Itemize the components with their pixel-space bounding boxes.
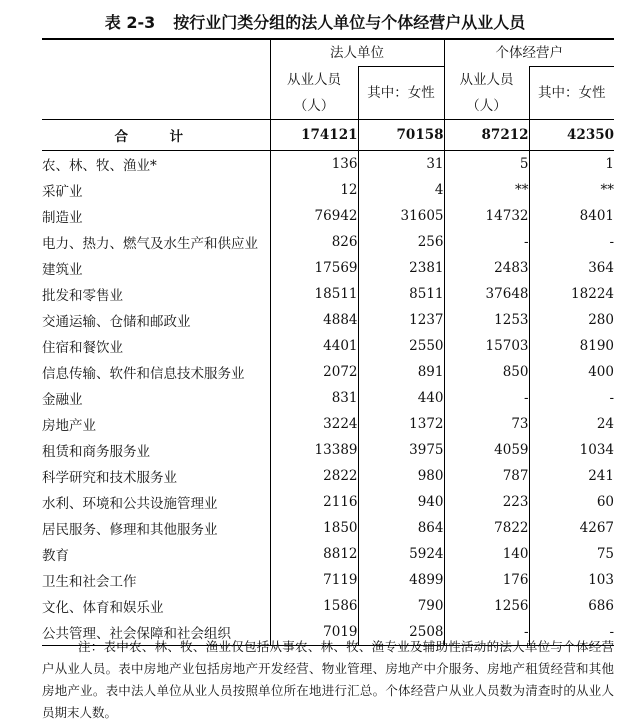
legal-female: 891	[358, 359, 444, 385]
legal-employees: 831	[270, 385, 358, 411]
indiv-female: 103	[529, 567, 614, 593]
legal-female: 980	[358, 463, 444, 489]
table-note: 注：表中农、林、牧、渔业仅包括从事农、林、牧、渔专业及辅助性活动的法人单位与个体经营户从业人员。表中房地产业包括房地产开发经营、物业管理、房地产中介服务、房地产租赁经营和其他房地产业。表中法人单位从业人员按照单位所在地进行汇总。个体经营户从业人员数为清查时的从业人员期末人数。	[42, 639, 614, 720]
indiv-female: 1034	[529, 437, 614, 463]
table-row	[42, 281, 614, 307]
table-number: 表 2-3	[104, 13, 156, 32]
legal-female: 1237	[358, 307, 444, 333]
header-individual-group: 个体经营户	[444, 39, 614, 67]
industry-name: 制造业	[42, 209, 83, 226]
data-table	[42, 38, 614, 646]
indiv-employees: 5	[444, 150, 529, 177]
legal-female: 2550	[358, 333, 444, 359]
indiv-female: 8190	[529, 333, 614, 359]
indiv-employees: 7822	[444, 515, 529, 541]
industry-name: 公共管理、社会保障和社会组织	[42, 619, 270, 646]
indiv-employees: 223	[444, 489, 529, 515]
industry-name: 住宿和餐饮业	[42, 339, 123, 356]
table-row	[42, 150, 614, 177]
table-row	[42, 411, 614, 437]
legal-employees: 2116	[270, 489, 358, 515]
legal-employees: 13389	[270, 437, 358, 463]
legal-employees: 4884	[270, 307, 358, 333]
indiv-employees: 2483	[444, 255, 529, 281]
table-row	[42, 255, 614, 281]
indiv-female: 4267	[529, 515, 614, 541]
legal-female: 3975	[358, 437, 444, 463]
legal-employees: 1586	[270, 593, 358, 619]
indiv-female: 241	[529, 463, 614, 489]
indiv-employees: -	[444, 619, 529, 646]
indiv-employees: 787	[444, 463, 529, 489]
industry-name: 批发和零售业	[42, 287, 123, 304]
header-legal-group: 法人单位	[270, 39, 444, 67]
industry-name: 采矿业	[42, 183, 83, 200]
table-row	[42, 385, 614, 411]
legal-employees: 12	[270, 177, 358, 203]
industry-name: 卫生和社会工作	[42, 573, 137, 590]
table-row	[42, 333, 614, 359]
indiv-employees: -	[444, 229, 529, 255]
table-row	[42, 541, 614, 567]
legal-employees: 2822	[270, 463, 358, 489]
header-legal-female: 其中：女性	[358, 67, 444, 120]
industry-name: 房地产业	[42, 417, 96, 434]
table-row	[42, 489, 614, 515]
industry-name: 科学研究和技术服务业	[42, 469, 177, 486]
table-row	[42, 203, 614, 229]
legal-female: 2381	[358, 255, 444, 281]
table-header	[42, 39, 614, 119]
legal-female: 440	[358, 385, 444, 411]
indiv-female: 24	[529, 411, 614, 437]
industry-name: 建筑业	[42, 261, 83, 278]
table-row-total	[42, 119, 614, 150]
industry-name: 信息传输、软件和信息技术服务业	[42, 365, 245, 382]
table-row	[42, 593, 614, 619]
indiv-female: 686	[529, 593, 614, 619]
indiv-female: 400	[529, 359, 614, 385]
industry-name: 金融业	[42, 391, 83, 408]
table-title	[0, 10, 630, 33]
legal-employees: 7019	[270, 619, 358, 646]
total-legal: 174121	[270, 119, 358, 150]
header-legal-employees	[270, 67, 358, 120]
industry-name: 交通运输、仓储和邮政业	[42, 313, 191, 330]
indiv-female: 8401	[529, 203, 614, 229]
indiv-female: 1	[529, 150, 614, 177]
indiv-employees: 140	[444, 541, 529, 567]
table-row	[42, 307, 614, 333]
legal-female: 4899	[358, 567, 444, 593]
legal-employees: 3224	[270, 411, 358, 437]
indiv-employees: **	[444, 177, 529, 203]
header-indiv-employees-label: 从业人员	[459, 71, 514, 88]
legal-female: 940	[358, 489, 444, 515]
legal-female: 4	[358, 177, 444, 203]
legal-employees: 2072	[270, 359, 358, 385]
table-row	[42, 463, 614, 489]
industry-name: 教育	[42, 547, 69, 564]
industry-name: 农、林、牧、渔业*	[42, 157, 157, 174]
legal-female: 31	[358, 150, 444, 177]
indiv-female: 60	[529, 489, 614, 515]
indiv-female: 18224	[529, 281, 614, 307]
header-indiv-unit: （人）	[466, 97, 507, 114]
total-label: 合 计	[42, 119, 270, 150]
legal-employees: 1850	[270, 515, 358, 541]
table-body	[42, 119, 614, 645]
indiv-employees: 37648	[444, 281, 529, 307]
header-legal-employees-label: 从业人员	[287, 71, 341, 88]
indiv-employees: 850	[444, 359, 529, 385]
indiv-employees: -	[444, 385, 529, 411]
legal-female: 8511	[358, 281, 444, 307]
indiv-female: 280	[529, 307, 614, 333]
header-legal-unit: （人）	[293, 97, 335, 114]
total-legal-female: 70158	[358, 119, 444, 150]
header-indiv-employees	[444, 67, 529, 120]
legal-female: 2508	[358, 619, 444, 646]
table-row	[42, 437, 614, 463]
total-indiv-female: 42350	[529, 119, 614, 150]
indiv-employees: 73	[444, 411, 529, 437]
legal-female: 790	[358, 593, 444, 619]
legal-employees: 18511	[270, 281, 358, 307]
indiv-employees: 15703	[444, 333, 529, 359]
legal-employees: 7119	[270, 567, 358, 593]
legal-employees: 136	[270, 150, 358, 177]
indiv-employees: 4059	[444, 437, 529, 463]
legal-female: 256	[358, 229, 444, 255]
indiv-female: **	[529, 177, 614, 203]
indiv-female: -	[529, 619, 614, 646]
legal-female: 31605	[358, 203, 444, 229]
indiv-employees: 1253	[444, 307, 529, 333]
total-indiv: 87212	[444, 119, 529, 150]
industry-name: 文化、体育和娱乐业	[42, 599, 164, 616]
indiv-female: -	[529, 229, 614, 255]
indiv-employees: 14732	[444, 203, 529, 229]
legal-female: 1372	[358, 411, 444, 437]
table-row	[42, 229, 614, 255]
legal-employees: 17569	[270, 255, 358, 281]
indiv-female: -	[529, 385, 614, 411]
legal-employees: 826	[270, 229, 358, 255]
indiv-employees: 1256	[444, 593, 529, 619]
indiv-employees: 176	[444, 567, 529, 593]
legal-female: 864	[358, 515, 444, 541]
indiv-female: 364	[529, 255, 614, 281]
table-row	[42, 567, 614, 593]
industry-name: 租赁和商务服务业	[42, 443, 150, 460]
table-row	[42, 177, 614, 203]
industry-name: 居民服务、修理和其他服务业	[42, 521, 218, 538]
legal-employees: 8812	[270, 541, 358, 567]
indiv-female: 75	[529, 541, 614, 567]
legal-employees: 4401	[270, 333, 358, 359]
table-row	[42, 515, 614, 541]
legal-employees: 76942	[270, 203, 358, 229]
table-row	[42, 359, 614, 385]
legal-female: 5924	[358, 541, 444, 567]
table-title-text: 按行业门类分组的法人单位与个体经营户从业人员	[173, 13, 526, 32]
industry-name: 电力、热力、燃气及水生产和供应业	[42, 235, 258, 252]
header-indiv-female: 其中：女性	[529, 67, 614, 120]
industry-name: 水利、环境和公共设施管理业	[42, 495, 218, 512]
header-industry-blank	[42, 39, 270, 119]
